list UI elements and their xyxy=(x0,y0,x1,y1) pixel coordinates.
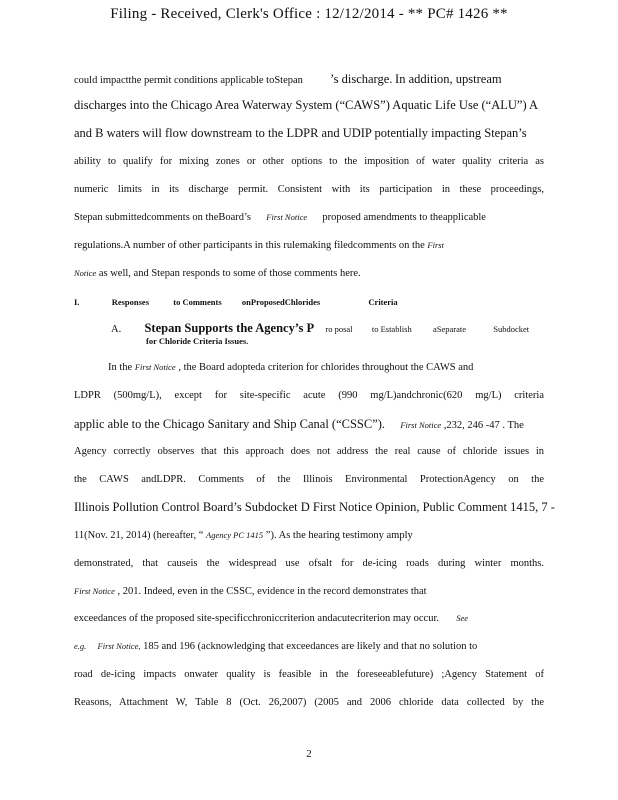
text-run: onProposedChlorides xyxy=(241,297,321,307)
text-run: ro posal xyxy=(325,324,353,334)
text-run: 185 and 196 (acknowledging that exceedances are likely and that no solution to xyxy=(143,641,478,652)
text-run: could impactthe permit conditions applicable toStepan xyxy=(74,75,303,86)
text-run: 11(Nov. 21, 2014) (hereafter, “ xyxy=(74,530,204,541)
text-run: regulations.A number of other participants in this rulemaking filedcomments on the xyxy=(74,240,425,251)
text-run: Stepan submittedcomments on theBoard’s xyxy=(74,212,252,223)
text-line: and B waters will flow downstream to the LDPR and UDIP potentially impacting Stepan’s xyxy=(74,126,527,140)
text-run: First Notice xyxy=(74,586,115,596)
text-run: applic able to the Chicago Sanitary and Ship Canal (“CSSC”). xyxy=(74,417,386,431)
text-line: road de-icing impacts onwater quality is feasible in the foreseeablefuture) ;Agency Statement of xyxy=(74,669,544,680)
text-run: Responses xyxy=(111,297,149,307)
section-number: A. xyxy=(111,324,122,335)
text-line xyxy=(74,212,544,223)
subsection-heading xyxy=(111,321,541,336)
text-run: First Notice xyxy=(400,420,442,430)
text-line xyxy=(74,530,544,541)
filing-header: Filing - Received, Clerk's Office : 12/12/2014 - ** PC# 1426 ** xyxy=(110,6,508,22)
text-line xyxy=(74,417,544,432)
text-run: Subdocket xyxy=(493,324,530,334)
text-line: demonstrated, that causeis the widespread use ofsalt for de-icing roads during winter months. xyxy=(74,558,544,569)
text-line xyxy=(74,240,544,251)
text-line xyxy=(74,586,544,597)
text-line: Agency correctly observes that this approach does not address the real cause of chloride issues in xyxy=(74,446,544,457)
text-run: proposed amendments to theapplicable xyxy=(322,212,486,223)
text-run: Notice xyxy=(74,268,97,278)
text-run: ,232, 246 -47 . The xyxy=(443,420,524,431)
page-number: 2 xyxy=(306,748,312,760)
text-line xyxy=(74,613,544,624)
text-run: See xyxy=(456,613,469,623)
text-line xyxy=(108,362,544,373)
text-line xyxy=(74,72,544,87)
text-line: Illinois Pollution Control Board’s Subdocket D First Notice Opinion, Public Comment 1415, 7 - xyxy=(74,500,555,514)
text-run: Agency PC 1415 xyxy=(206,530,264,540)
text-run: First xyxy=(427,240,444,250)
text-line: Reasons, Attachment W, Table 8 (Oct. 26,2007) (2005 and 2006 chloride data collected by the xyxy=(74,697,544,708)
text-run: Stepan Supports the Agency’s P xyxy=(144,321,315,335)
text-line xyxy=(74,641,544,652)
text-run: Criteria xyxy=(368,297,398,307)
text-run: First Notice xyxy=(134,362,176,372)
text-line: discharges into the Chicago Area Waterway System (“CAWS”) Aquatic Life Use (“ALU”) A xyxy=(74,98,539,112)
text-run: , the Board adopteda criterion for chlorides throughout the CAWS and xyxy=(178,362,474,373)
text-run: ’s discharge. xyxy=(330,72,393,86)
text-run: to Establish xyxy=(371,324,412,334)
section-number: I. xyxy=(74,297,80,307)
text-run: , 201. Indeed, even in the CSSC, evidence in the record demonstrates that xyxy=(117,586,427,597)
text-run: In the xyxy=(108,362,133,373)
text-line: the CAWS andLDPR. Comments of the Illinois Environmental ProtectionAgency on the xyxy=(74,474,544,485)
text-run: First Notice xyxy=(266,212,308,222)
text-run: ”). As the hearing testimony amply xyxy=(265,530,413,541)
text-run: as well, and Stepan responds to some of those comments here. xyxy=(98,268,361,279)
text-run: In addition, upstream xyxy=(395,72,502,86)
text-run: exceedances of the proposed site-specificchroniccriterion andacutecriterion may occur. xyxy=(74,613,439,624)
text-run: e.g. xyxy=(74,641,87,651)
text-run: aSeparate xyxy=(432,324,467,334)
text-line: LDPR (500mg/L), except for site-specific acute (990 mg/L)andchronic(620 mg/L) criteria xyxy=(74,390,544,401)
text-line: ability to qualify for mixing zones or other options to the imposition of water quality criteria as xyxy=(74,156,544,167)
text-run: First Notice, xyxy=(97,641,141,651)
text-line xyxy=(74,268,544,279)
text-run: to Comments xyxy=(173,297,222,307)
subsection-heading-cont: for Chloride Criteria Issues. xyxy=(146,336,249,346)
section-heading xyxy=(74,297,544,307)
text-line: numeric limits in its discharge permit. Consistent with its participation in these proceedings, xyxy=(74,184,544,195)
